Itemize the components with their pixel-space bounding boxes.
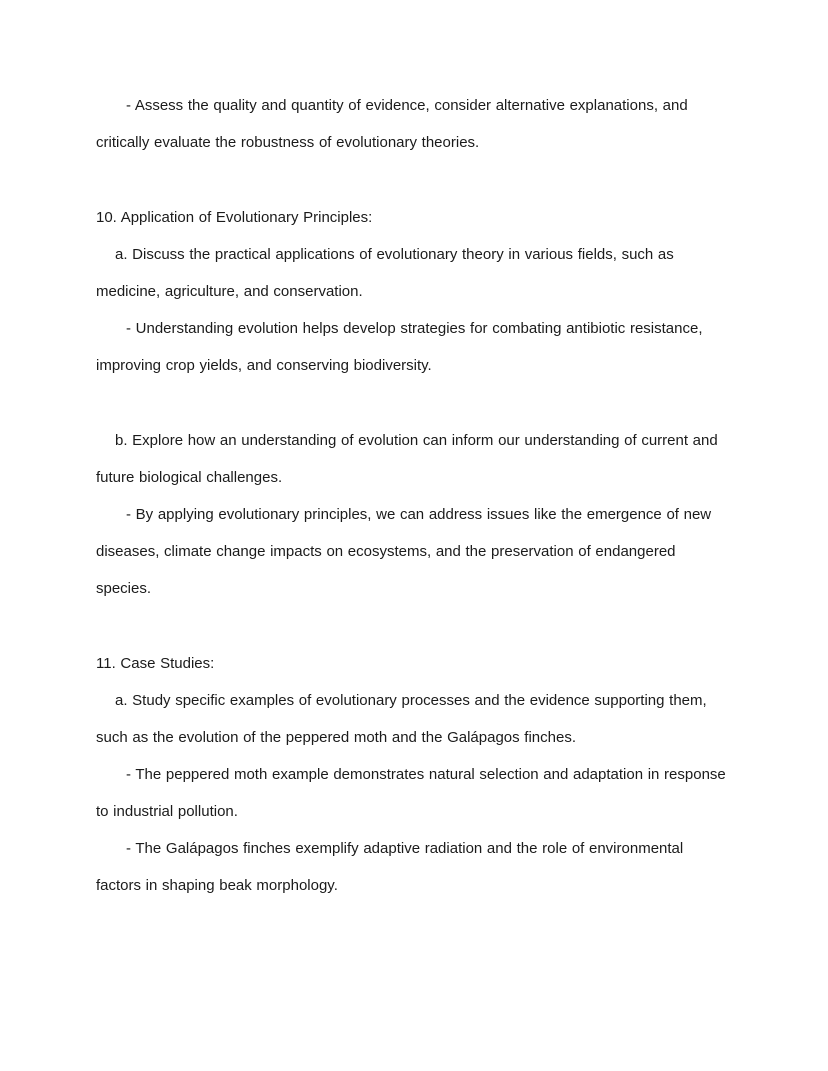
- item-10a-note: - Understanding evolution helps develop strategies for combating antibiotic resistance, improving crop yields, and conserving biodiversity.: [96, 320, 703, 374]
- item-11a: a. Study specific examples of evolutionary processes and the evidence supporting them, such as the evolution of the peppered moth and the Galápagos finches.: [96, 692, 707, 746]
- note-evidence-evaluation: - Assess the quality and quantity of evidence, consider alternative explanations, and critically evaluate the robustness of evolutionary theories.: [96, 97, 688, 151]
- heading-item-10: 10. Application of Evolutionary Principles:: [96, 209, 373, 226]
- item-11a-note-galapagos-finches: - The Galápagos finches exemplify adaptive radiation and the role of environmental factors in shaping beak morphology.: [96, 840, 684, 894]
- item-11a-note-peppered-moth: - The peppered moth example demonstrates natural selection and adaptation in response to industrial pollution.: [96, 766, 726, 820]
- item-10b: b. Explore how an understanding of evolution can inform our understanding of current and future biological challenges.: [96, 432, 718, 486]
- item-10a: a. Discuss the practical applications of evolutionary theory in various fields, such as medicine, agriculture, and conservation.: [96, 246, 674, 300]
- item-10b-note: - By applying evolutionary principles, we can address issues like the emergence of new diseases, climate change impacts on ecosystems, and the preservation of endangered species.: [96, 506, 712, 597]
- heading-item-11: 11. Case Studies:: [96, 655, 215, 672]
